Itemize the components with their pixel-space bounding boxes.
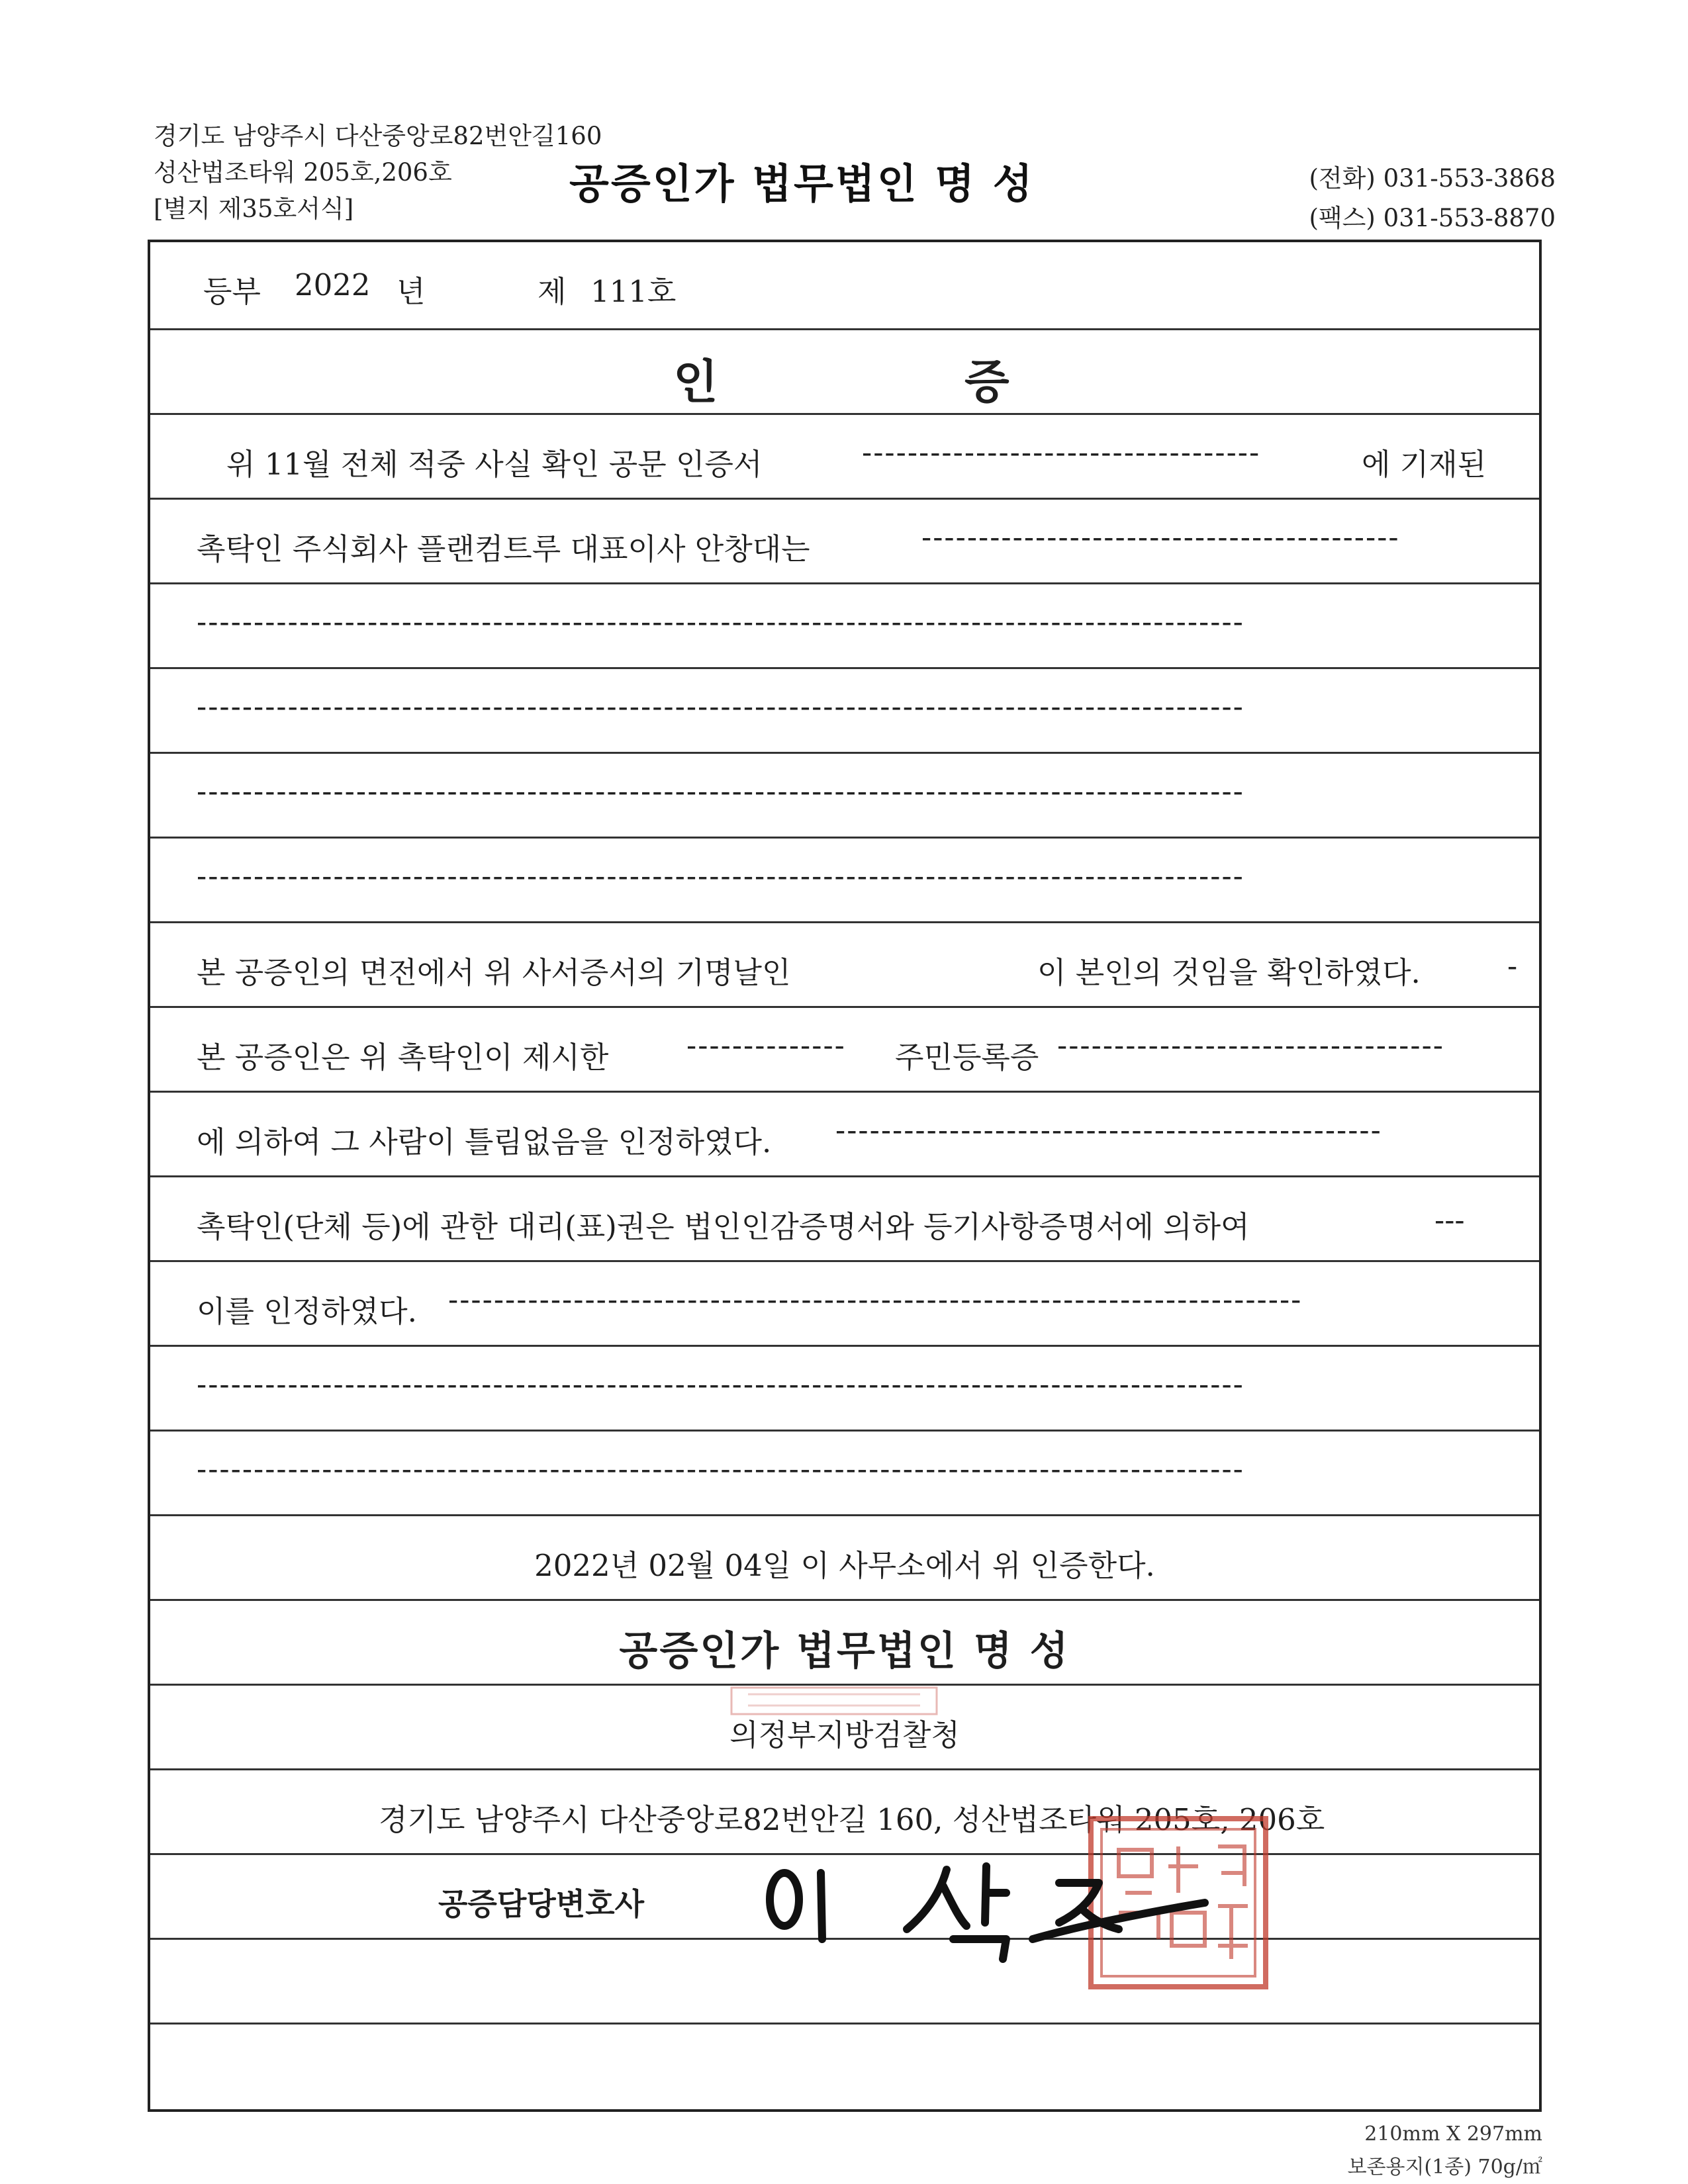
affiliation: 의정부지방검찰청: [729, 1717, 960, 1752]
body-line-4-text: 본 공증인은 위 촉탁인이 제시한: [197, 1040, 609, 1075]
form-number: [별지 제35호서식]: [154, 195, 354, 223]
office-title: 공증인가 법무법인 명 성: [569, 159, 1035, 208]
header-contact-block: [1309, 159, 1556, 238]
body-line-6: [150, 1177, 1539, 1262]
registry-year-unit: 년: [397, 274, 426, 309]
blank-line: [150, 669, 1539, 754]
address-line-1: 경기도 남양주시 다산중앙로82번안길160: [154, 122, 602, 150]
blank-line: [150, 839, 1539, 923]
office-name: 공증인가 법무법인 명 성: [619, 1628, 1070, 1674]
body-line-2-text: 촉탁인 주식회사 플랜컴트루 대표이사 안창대는: [197, 531, 810, 567]
body-line-3-end: 이 본인의 것임을 확인하였다.: [1037, 955, 1421, 990]
address-line-2: 성산법조타워 205호,206호: [154, 158, 452, 187]
body-line-4-mid: 주민등록증: [895, 1040, 1039, 1075]
dash-fill: --------------------------------------------------------------------------------------------: [197, 1367, 1244, 1402]
body-line-5-text: 에 의하여 그 사람이 틀림없음을 인정하였다.: [197, 1124, 772, 1160]
date-row: [150, 1516, 1539, 1601]
body-line-5: [150, 1093, 1539, 1177]
blank-line: [150, 1432, 1539, 1516]
fax-number: (팩스) 031-553-8870: [1309, 204, 1556, 232]
body-line-6-text: 촉탁인(단체 등)에 관한 대리(표)권은 법인인감증명서와 등기사항증명서에 의하여: [197, 1209, 1250, 1244]
dash-fill: --------------: [686, 1028, 846, 1063]
office-address: 경기도 남양주시 다산중앙로82번안길 160, 성산법조타워 205호, 206호: [379, 1802, 1325, 1837]
registry-row: [150, 242, 1539, 330]
document-title-right: 증: [964, 355, 1009, 409]
header-address-block: [154, 118, 602, 227]
dash-fill: --------------------------------------------------------------------------------------------: [197, 774, 1244, 809]
document-title-row: [150, 330, 1539, 415]
document-title-left: 인: [673, 355, 718, 409]
body-line-7: [150, 1262, 1539, 1347]
office-name-row: [150, 1601, 1539, 1686]
body-line-1: [150, 415, 1539, 500]
blank-line: [150, 754, 1539, 839]
dash-fill: --------------------------------------------------------------------------------------------: [197, 858, 1244, 893]
attorney-label: 공증담당변호사: [438, 1886, 645, 1922]
dash-fill: ---------------------------------------------------------------------------: [448, 1282, 1303, 1317]
dash-fill: ----------------------------------: [1057, 1028, 1444, 1063]
address-row: [150, 1770, 1539, 1855]
dash-fill: --------------------------------------------------------------------------------------------: [197, 689, 1244, 724]
dash-fill: ------------------------------------------------: [835, 1113, 1382, 1148]
registry-label: 등부: [203, 274, 261, 309]
attorney-signature: [748, 1846, 1211, 1966]
phone-number: (전화) 031-553-3868: [1309, 164, 1556, 193]
paper-size: 210mm X 297mm: [1364, 2122, 1542, 2146]
certificate-table: [148, 240, 1542, 2112]
dash-fill: ------------------------------------------: [921, 520, 1400, 555]
faded-stamp: [728, 1684, 940, 1717]
body-line-3: [150, 923, 1539, 1008]
certification-date: 2022년 02월 04일 이 사무소에서 위 인증한다.: [534, 1548, 1155, 1583]
registry-year: 2022: [295, 267, 371, 302]
dash-fill: --------------------------------------------------------------------------------------------: [197, 604, 1244, 639]
trailing-dash: -: [1507, 948, 1518, 983]
blank-line: [150, 1347, 1539, 1432]
trailing-dash: ---: [1434, 1203, 1465, 1238]
registry-number: 111호: [590, 274, 677, 309]
paper-grade: 보존용지(1종) 70g/㎡: [1347, 2156, 1542, 2179]
blank-line: [150, 584, 1539, 669]
dash-fill: -----------------------------------: [862, 435, 1261, 470]
registry-no-label: 제: [538, 274, 567, 309]
body-line-4: [150, 1008, 1539, 1093]
body-line-1-end: 에 기재된: [1362, 447, 1487, 482]
footer-paper-info: [1348, 2118, 1542, 2184]
blank-row: [150, 2025, 1539, 2109]
body-line-1-text: 위 11월 전체 적중 사실 확인 공문 인증서: [226, 447, 763, 482]
body-line-2: [150, 500, 1539, 584]
dash-fill: --------------------------------------------------------------------------------------------: [197, 1451, 1244, 1486]
body-line-3-text: 본 공증인의 면전에서 위 사서증서의 기명날인: [197, 955, 791, 990]
body-line-7-text: 이를 인정하였다.: [197, 1294, 417, 1329]
